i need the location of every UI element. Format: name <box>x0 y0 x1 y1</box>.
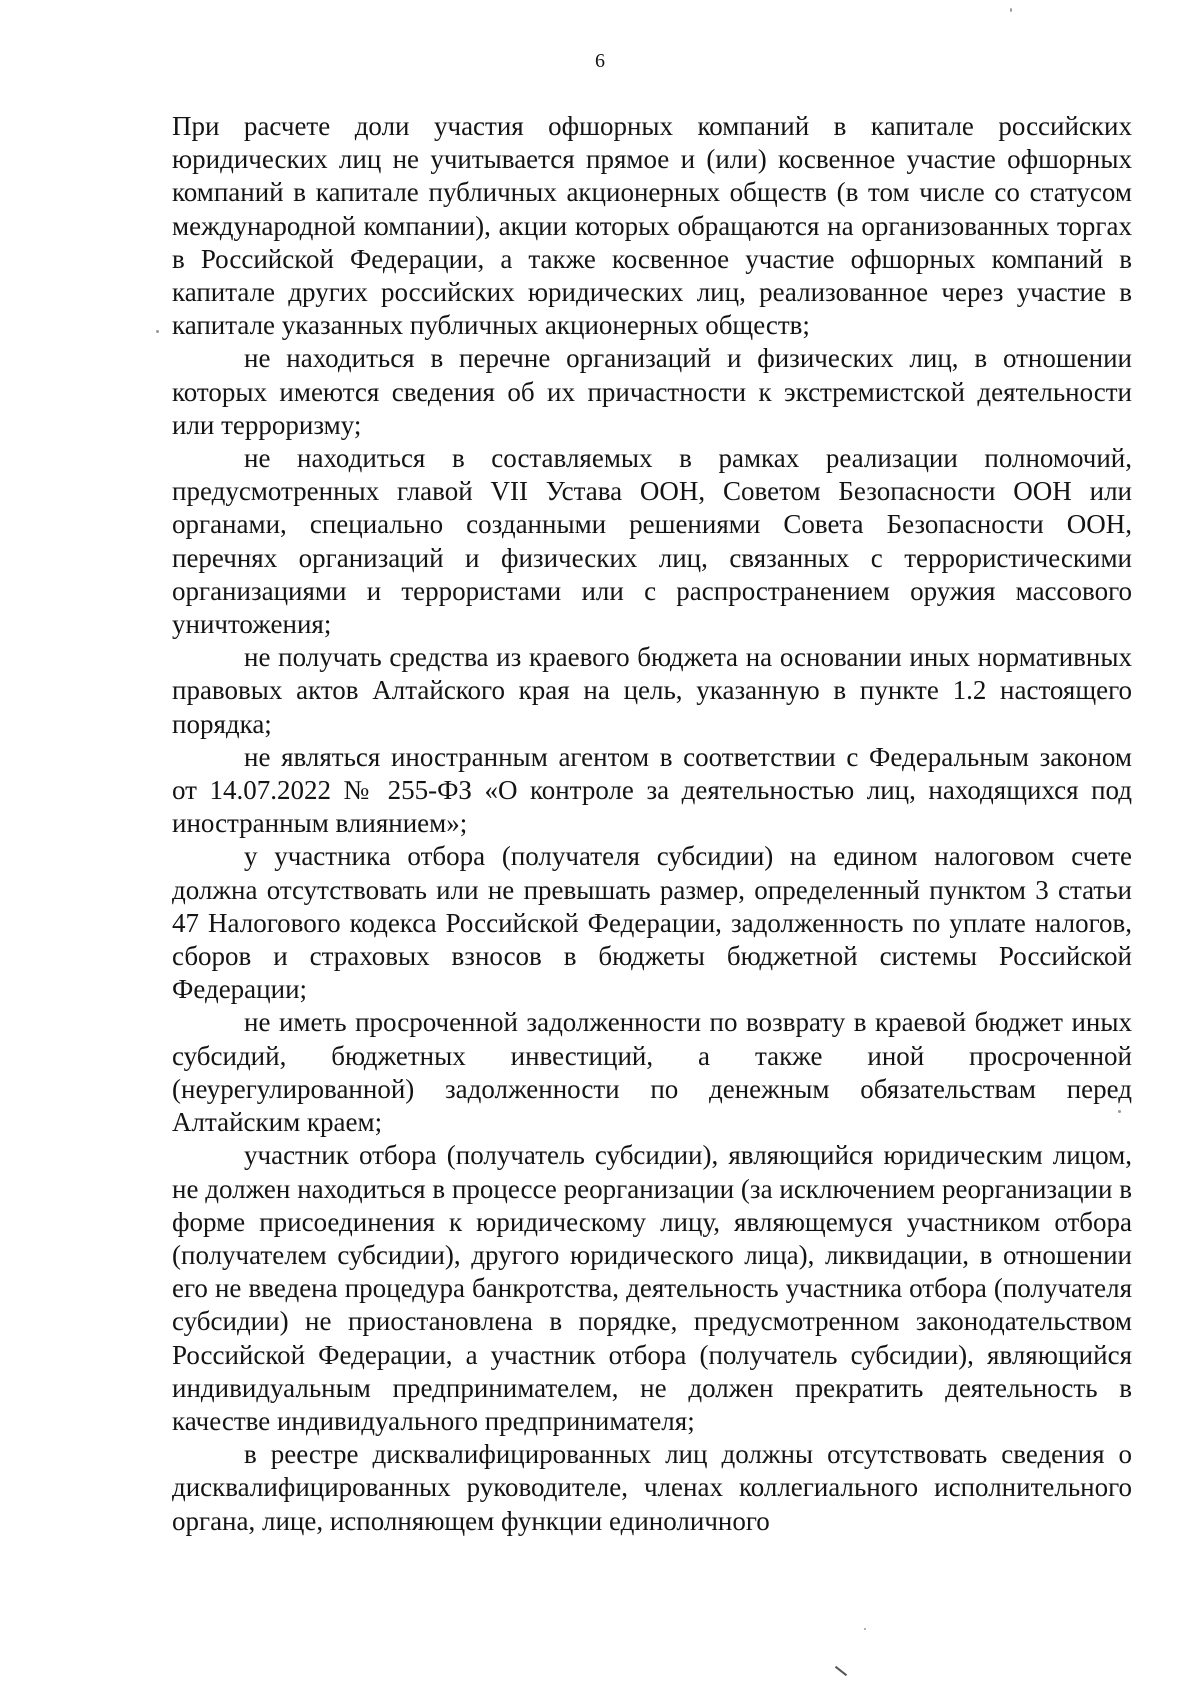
scan-speck <box>1118 1110 1121 1113</box>
paragraph-disqualified-persons: в реестре дисквалифицированных лиц должны отсутствовать сведения о дисквалифицированных руководителе, членах коллегиального исполнительного органа, лице, исполняющем функции единоличного <box>172 1439 1132 1536</box>
scan-speck <box>1010 8 1012 12</box>
paragraph-regional-budget-funds: не получать средства из краевого бюджета на основании иных нормативных правовых актов Алтайского края на цель, указанную в пункте 1.2 настоящего порядка; <box>172 642 1132 739</box>
paragraph-extremism-list: не находиться в перечне организаций и физических лиц, в отношении которых имеются сведения об их причастности к экстремистской деятельности или терроризму; <box>172 343 1132 440</box>
paragraph-overdue-debt: не иметь просроченной задолженности по возврату в краевой бюджет иных субсидий, бюджетных инвестиций, а также иной просроченной (неурегулированной) задолженности по денежным обязательствам перед Алтайским краем; <box>172 1007 1132 1138</box>
paragraph-un-sanctions-list: не находиться в составляемых в рамках реализации полномочий, предусмотренных главой VII Устава ООН, Советом Безопасности ООН или органами, специально созданными решениями Совета Безопасности ООН, перечнях организаций и физических лиц, связанных с террористическими организациями и террористами или с распространением оружия массового уничтожения; <box>172 443 1132 640</box>
scan-speck <box>156 330 159 333</box>
paragraph-offshore-participation: При расчете доли участия офшорных компаний в капитале российских юридических лиц не учитывается прямое и (или) косвенное участие офшорных компаний в капитале публичных акционерных обществ (в том числе со статусом международной компании), акции которых обращаются на организованных торгах в Российской Федерации, а также косвенное участие офшорных компаний в капитале других российских юридических лиц, реализованное через участие в капитале указанных публичных акционерных обществ; <box>172 111 1132 341</box>
paragraph-foreign-agent: не являться иностранным агентом в соответствии с Федеральным законом от 14.07.2022 № 255-ФЗ «О контроле за деятельностью лиц, находящихся под иностранным влиянием»; <box>172 741 1132 839</box>
scan-mark <box>835 1666 847 1676</box>
paragraph-reorganization-bankruptcy: участник отбора (получатель субсидии), являющийся юридическим лицом, не должен находиться в процессе реорганизации (за исключением реорганизации в форме присоединения к юридическому лицу, являющемуся участником отбора (получателем субсидии), другого юридического лица), ликвидации, в отношении его не введена процедура банкротства, деятельность участника отбора (получателя субсидии) не приостановлена в порядке, предусмотренном законодательством Российской Федерации, а участник отбора (получатель субсидии), являющийся индивидуальным предпринимателем, не должен прекратить деятельность в качестве индивидуального предпринимателя; <box>172 1140 1132 1436</box>
paragraph-tax-debt: у участника отбора (получателя субсидии) на едином налоговом счете должна отсутствовать или не превышать размер, определенный пунктом 3 статьи 47 Налогового кодекса Российской Федерации, задолженность по уплате налогов, сборов и страховых взносов в бюджеты бюджетной системы Российской Федерации; <box>172 841 1132 1005</box>
scan-speck <box>864 1628 866 1630</box>
page-number: 6 <box>595 50 605 72</box>
document-body <box>172 110 1132 1538</box>
